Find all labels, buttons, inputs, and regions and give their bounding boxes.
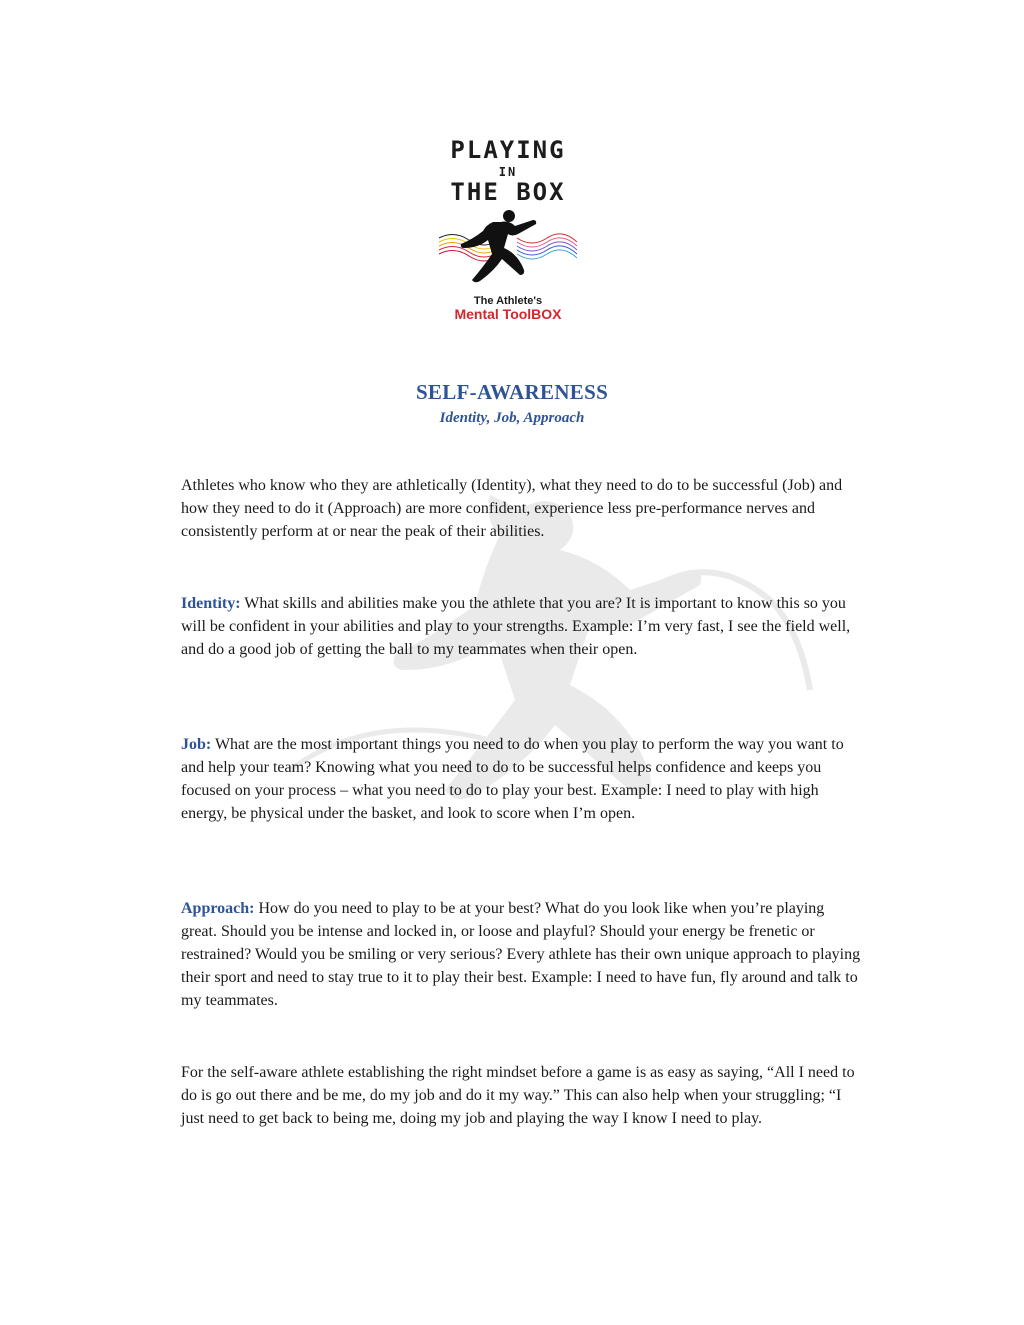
logo-line-playing: PLAYING — [450, 136, 566, 164]
page-subtitle: Identity, Job, Approach — [439, 410, 585, 426]
playing-in-the-box-logo — [437, 132, 579, 324]
logo-subtitle-mental-toolbox: Mental ToolBOX — [454, 306, 562, 322]
intro-paragraph: Athletes who know who they are athletically (Identity), what they need to do to be successful (Job) and how they need to do it (Approach) are more confident, experience less pre-performance nerves and consistently perform at or near the peak of their abilities. — [181, 477, 843, 540]
logo-subtitle-athletes: The Athlete's — [473, 295, 543, 307]
identity-label: Identity: — [181, 595, 241, 612]
approach-text: How do you need to play to be at your best? What do you look like when you’re playing great. Should you be intense and locked in, or loose and playful? Should your energy be frenetic or restrained? Would you be smiling or very serious? Every athlete has their own unique approach to playing their sport and need to stay true to it to play their best. Example: I need to have fun, fly around and talk to my teammates. — [181, 900, 861, 1009]
job-paragraph — [181, 733, 861, 825]
job-text: What are the most important things you need to do when you play to perform the way you want to and help your team? Knowing what you need to do to be successful helps confidence and keeps you focused on your process – what you need to do to play your best. Example: I need to play with high energy, be physical under the basket, and look to score when I’m open. — [181, 736, 844, 822]
logo-line-in: IN — [498, 165, 518, 179]
identity-paragraph — [181, 592, 861, 661]
logo-line-the-box: THE BOX — [450, 178, 566, 206]
page-title: SELF-AWARENESS — [415, 380, 609, 404]
closing-paragraph: For the self-aware athlete establishing the right mindset before a game is as easy as saying, “All I need to do is go out there and be me, do my job and do it my way.” This can also help when your struggling; “I just need to get back to being me, doing my job and playing the way I know I need to play. — [181, 1064, 855, 1127]
sprinter-icon — [439, 208, 577, 296]
job-label: Job: — [181, 736, 212, 753]
approach-label: Approach: — [181, 900, 255, 917]
approach-paragraph — [181, 897, 861, 1012]
identity-text: What skills and abilities make you the athlete that you are? It is important to know this so you will be confident in your abilities and play to your strengths. Example: I’m very fast, I see the field well, and do a good job of getting the ball to my teammates when their open. — [181, 595, 851, 658]
